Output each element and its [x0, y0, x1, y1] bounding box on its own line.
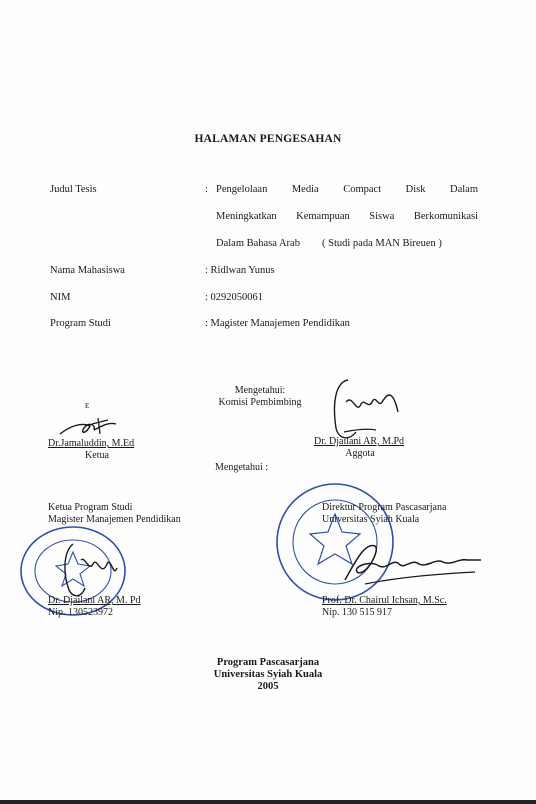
scan-edge	[0, 800, 536, 804]
director-title: Direktur Program Pascasarjana	[322, 502, 447, 513]
value-program-studi: : Magister Manajemen Pendidikan	[205, 318, 350, 329]
committee-heading: Komisi Pembimbing	[218, 397, 302, 408]
value-nim: : 0292050061	[205, 292, 264, 303]
director-university: Universitas Syiah Kuala	[322, 514, 420, 525]
label-nama-mahasiswa: Nama Mahasiswa	[50, 265, 125, 276]
study-program-name: Magister Manajemen Pendidikan	[48, 514, 181, 525]
thesis-title-line-1: Pengelolaan Media Compact Disk Dalam	[216, 184, 478, 195]
mark-letter: E	[85, 402, 90, 410]
label-judul-tesis: Judul Tesis	[50, 184, 97, 195]
footer-program: Program Pascasarjana	[216, 657, 320, 668]
director-nip: Nip. 130 515 917	[322, 607, 392, 618]
co-supervisor-role: Aggota	[345, 448, 375, 459]
label-program-studi: Program Studi	[50, 318, 111, 329]
study-program-head-name: Dr. Djailani AR, M. Pd	[48, 595, 141, 606]
label-nim: NIM	[50, 292, 71, 303]
acknowledged-heading: Mengetahui :	[215, 462, 269, 473]
page-title: HALAMAN PENGESAHAN	[194, 133, 342, 145]
signature-icon	[335, 532, 485, 592]
value-nama-mahasiswa: : Ridlwan Yunus	[205, 265, 275, 276]
co-supervisor-name: Dr. Djailani AR, M.Pd	[314, 436, 405, 447]
supervisor-name: Dr.Jamaluddin, M.Ed	[48, 438, 135, 449]
signature-icon	[56, 404, 126, 440]
thesis-title-line-3: Dalam Bahasa Arab	[216, 238, 300, 249]
supervisor-role: Ketua	[85, 450, 109, 461]
thesis-title-line-2: Meningkatkan Kemampuan Siswa Berkomunikasi	[216, 211, 478, 222]
colon-judul: :	[205, 184, 208, 195]
footer-year: 2005	[257, 681, 279, 692]
footer-university: Universitas Syiah Kuala	[213, 669, 323, 680]
thesis-title-subtitle: ( Studi pada MAN Bireuen )	[322, 238, 442, 249]
study-program-head-nip: Nip. 130523972	[48, 607, 113, 618]
study-program-head-title: Ketua Program Studi	[48, 502, 133, 513]
director-name: Prof. Dr. Chairul Ichsan, M.Sc.	[322, 595, 447, 606]
approval-heading: Mengetahui:	[234, 385, 286, 396]
